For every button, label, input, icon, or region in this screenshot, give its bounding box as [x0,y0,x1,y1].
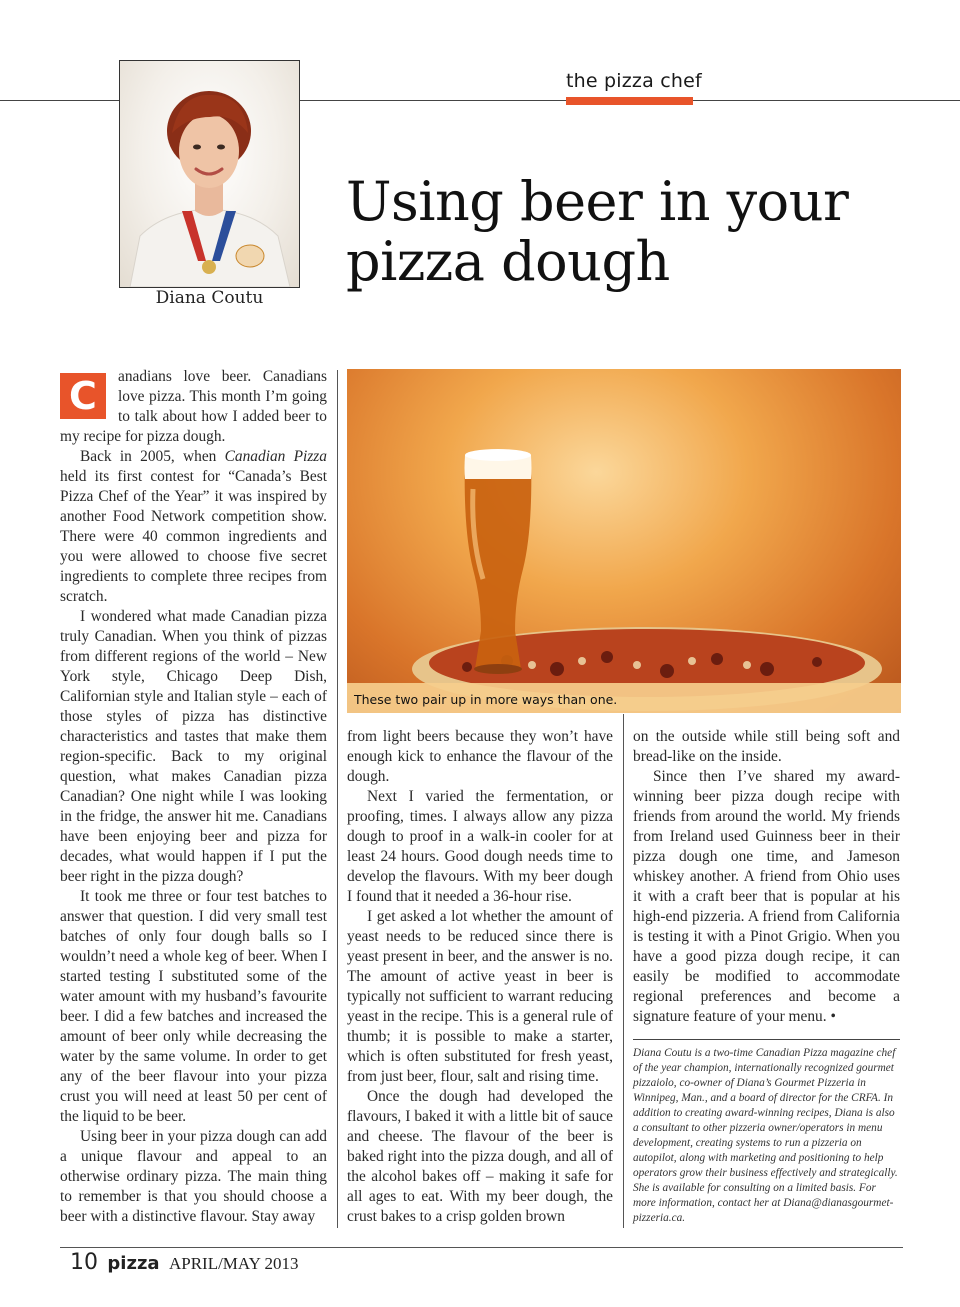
paragraph-text: Back in 2005, when [80,448,225,465]
author-portrait [119,60,300,288]
column-divider [623,714,624,1228]
section-accent-bar [566,97,693,105]
drop-cap: C [60,373,106,419]
article-paragraph: on the outside while still being soft and bread-like on the inside. [633,728,900,765]
footer-rule [60,1247,903,1248]
column-divider [337,370,338,1228]
article-paragraph [60,367,327,447]
beer-pizza-illustration [347,369,901,713]
article-column-2 [347,727,613,1227]
article-paragraph: Once the dough had developed the flavours, I baked it with a little bit of sauce and cheese. The flavour of the beer is baked right into the pizza dough, and all of the alcohol bakes off – making it safe for all ages to eat. With my beer dough, the crust bakes to a crisp golden brown [347,1088,613,1225]
author-name: Diana Coutu [155,288,264,308]
article-paragraph: It took me three or four test batches to answer that question. I did very small test batches of only four dough balls so I wouldn’t need a whole keg of beer. When I started testing I substituted some of the water amount with my husband’s favourite beer. I did a few batches and increased the amount of beer only while decreasing the water by the same volume. In order to get any of the beer flavour into your pizza crust you will need at least 50 per cent of the liquid to be beer. [60,888,327,1125]
headline-line-2: pizza dough [346,230,670,293]
header-rule-left [0,100,120,101]
article-column-1 [60,367,327,1227]
article-paragraph: Next I varied the fermentation, or proofing, times. I always allow any pizza dough to proof in a walk-in cooler for at least 24 hours. Good dough needs time to develop the flavours. With my beer dough I found that it needed a 36-hour rise. [347,788,613,905]
article-paragraph: from light beers because they won’t have enough kick to enhance the flavour of the dough. [347,728,613,785]
article-paragraph: I wondered what made Canadian pizza truly Canadian. When you think of pizzas from different regions of the world – New York style, Chicago Deep Dish, Californian style and Italian style – each of those styles of pizza has distinctive characteristics and tastes that make them region-specific. Back to my original question, what makes Canadian pizza Canadian? One night while I was looking in the fridge, the answer hit me. Canadians have been enjoying beer and pizza for decades, what would happen if I put the beer right in the pizza dough? [60,608,327,885]
article-column-3 [633,727,900,1027]
paragraph-text: held its first contest for “Canada’s Best Pizza Chef of the Year” it was inspired by another Food Network competition show. There were 40 common ingredients and you were allowed to choose five secret ingredients to complete three recipes from scratch. [60,468,327,605]
magazine-name: pizza [107,1253,160,1274]
page-folio [70,1250,299,1275]
photo-caption-bar [347,683,901,713]
magazine-name: Canadian Pizza [224,448,327,465]
paragraph-text: anadians love beer. Canadians love pizza. This month I’m going to talk about how I added beer to my recipe for pizza dough. [60,368,327,445]
issue-date: APRIL/MAY 2013 [168,1254,299,1273]
article-paragraph: I get asked a lot whether the amount of yeast needs to be reduced since there is yeast present in beer, and the answer is no. The amount of active yeast in beer is typically not sufficient to warrant reducing yeast in the recipe. This is a general rule of thumb; it is possible to make a starter, which is often substituted for fresh yeast, from just beer, flour, salt and rising time. [347,908,613,1085]
article-headline [346,172,946,292]
page-number: 10 [70,1250,98,1275]
bio-divider [633,1039,900,1040]
photo-caption: These two pair up in more ways than one. [354,692,618,707]
headline-line-1: Using beer in your [346,170,849,233]
author-portrait-image [120,61,299,287]
section-label: the pizza chef [566,70,702,92]
article-paragraph: Since then I’ve shared my award-winning beer pizza dough recipe with friends from around the world. My friends from Ireland used Guinness beer in their pizza dough one time, and Jameson whiskey another. A friend from Ohio uses it with a craft beer that is popular at his high-end pizzeria. A friend from California is testing it with a Pinot Grigio. When you have a good pizza dough recipe, it can easily be modified to accommodate regional preferences and become a signature feature of your menu. • [633,768,900,1025]
author-bio: Diana Coutu is a two-time Canadian Pizza magazine chef of the year champion, internationally recognized gourmet pizzaiolo, co-owner of Diana’s Gourmet Pizzeria in Winnipeg, Man., and a board of director for the CRFA. In addition to creating award-winning recipes, Diana is also a consultant to other pizzeria owner/operators in menu development, creating systems to run a pizzeria on autopilot, along with marketing and positioning to help operators grow their business effectively and strategically. She is available for consulting on a limited basis. For more information, contact her at Diana@dianasgourmet-pizzeria.ca. [633,1047,898,1224]
beer-pizza-photo [347,369,901,713]
article-paragraph: Using beer in your pizza dough can add a unique flavour and appeal to an otherwise ordinary pizza. The main thing to remember is that you should choose a beer with a distinctive flavour. Stay away [60,1128,327,1225]
article-paragraph [60,447,327,607]
